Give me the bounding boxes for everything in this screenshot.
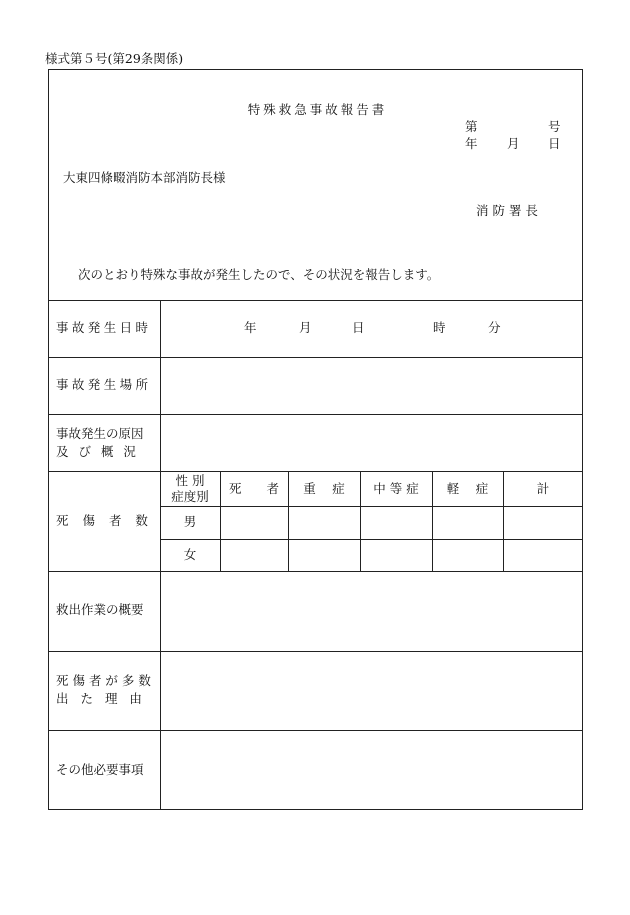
rescue-field[interactable] — [161, 572, 582, 650]
unit-hour: 時 — [433, 320, 446, 335]
date-year-unit: 年 — [465, 136, 478, 151]
date-month-unit: 月 — [507, 136, 520, 151]
cause-label-line2: 及 び 概 況 — [56, 444, 139, 459]
number-prefix: 第 — [465, 119, 478, 134]
row-divider — [160, 506, 583, 507]
corner-header-gender: 性 別 — [175, 473, 205, 488]
rescue-label: 救出作業の概要 — [56, 602, 144, 617]
column-header-serious: 重 症 — [303, 481, 345, 496]
column-header-moderate: 中 等 症 — [373, 481, 419, 496]
addressee: 大東四條畷消防本部消防長様 — [63, 170, 226, 185]
cause-field[interactable] — [161, 415, 582, 470]
corner-header-severity: 症度別 — [171, 489, 209, 504]
unit-day: 日 — [352, 320, 365, 335]
other-label: その他必要事項 — [56, 762, 144, 777]
document-title: 特殊救急事故報告書 — [247, 102, 388, 117]
reason-label-line2: 出 た 理 由 — [56, 691, 146, 706]
cause-label-line1: 事故発生の原因 — [56, 426, 144, 441]
row-divider — [160, 539, 583, 540]
row-header-female: 女 — [183, 547, 197, 562]
sender-title: 消 防 署 長 — [476, 203, 538, 218]
place-label: 事故発生場所 — [56, 377, 152, 392]
other-field[interactable] — [161, 731, 582, 809]
reason-field[interactable] — [161, 652, 582, 729]
number-suffix: 号 — [548, 119, 561, 134]
unit-minute: 分 — [488, 320, 501, 335]
row-divider — [48, 300, 583, 301]
form-number-label: 様式第５号(第29条関係) — [45, 51, 184, 66]
datetime-label: 事故発生日時 — [56, 320, 152, 335]
unit-year: 年 — [244, 320, 257, 335]
row-header-male: 男 — [183, 514, 197, 529]
column-header-total: 計 — [536, 481, 550, 496]
date-day-unit: 日 — [548, 136, 561, 151]
column-header-dead: 死 者 — [228, 481, 279, 496]
place-field[interactable] — [161, 358, 582, 413]
casualties-label: 死 傷 者 数 — [56, 513, 153, 528]
reason-label-line1: 死 傷 者 が 多 数 — [56, 673, 151, 688]
intro-statement: 次のとおり特殊な事故が発生したので、その状況を報告します。 — [78, 267, 440, 282]
unit-month: 月 — [299, 320, 312, 335]
column-header-minor: 軽 症 — [446, 481, 489, 496]
